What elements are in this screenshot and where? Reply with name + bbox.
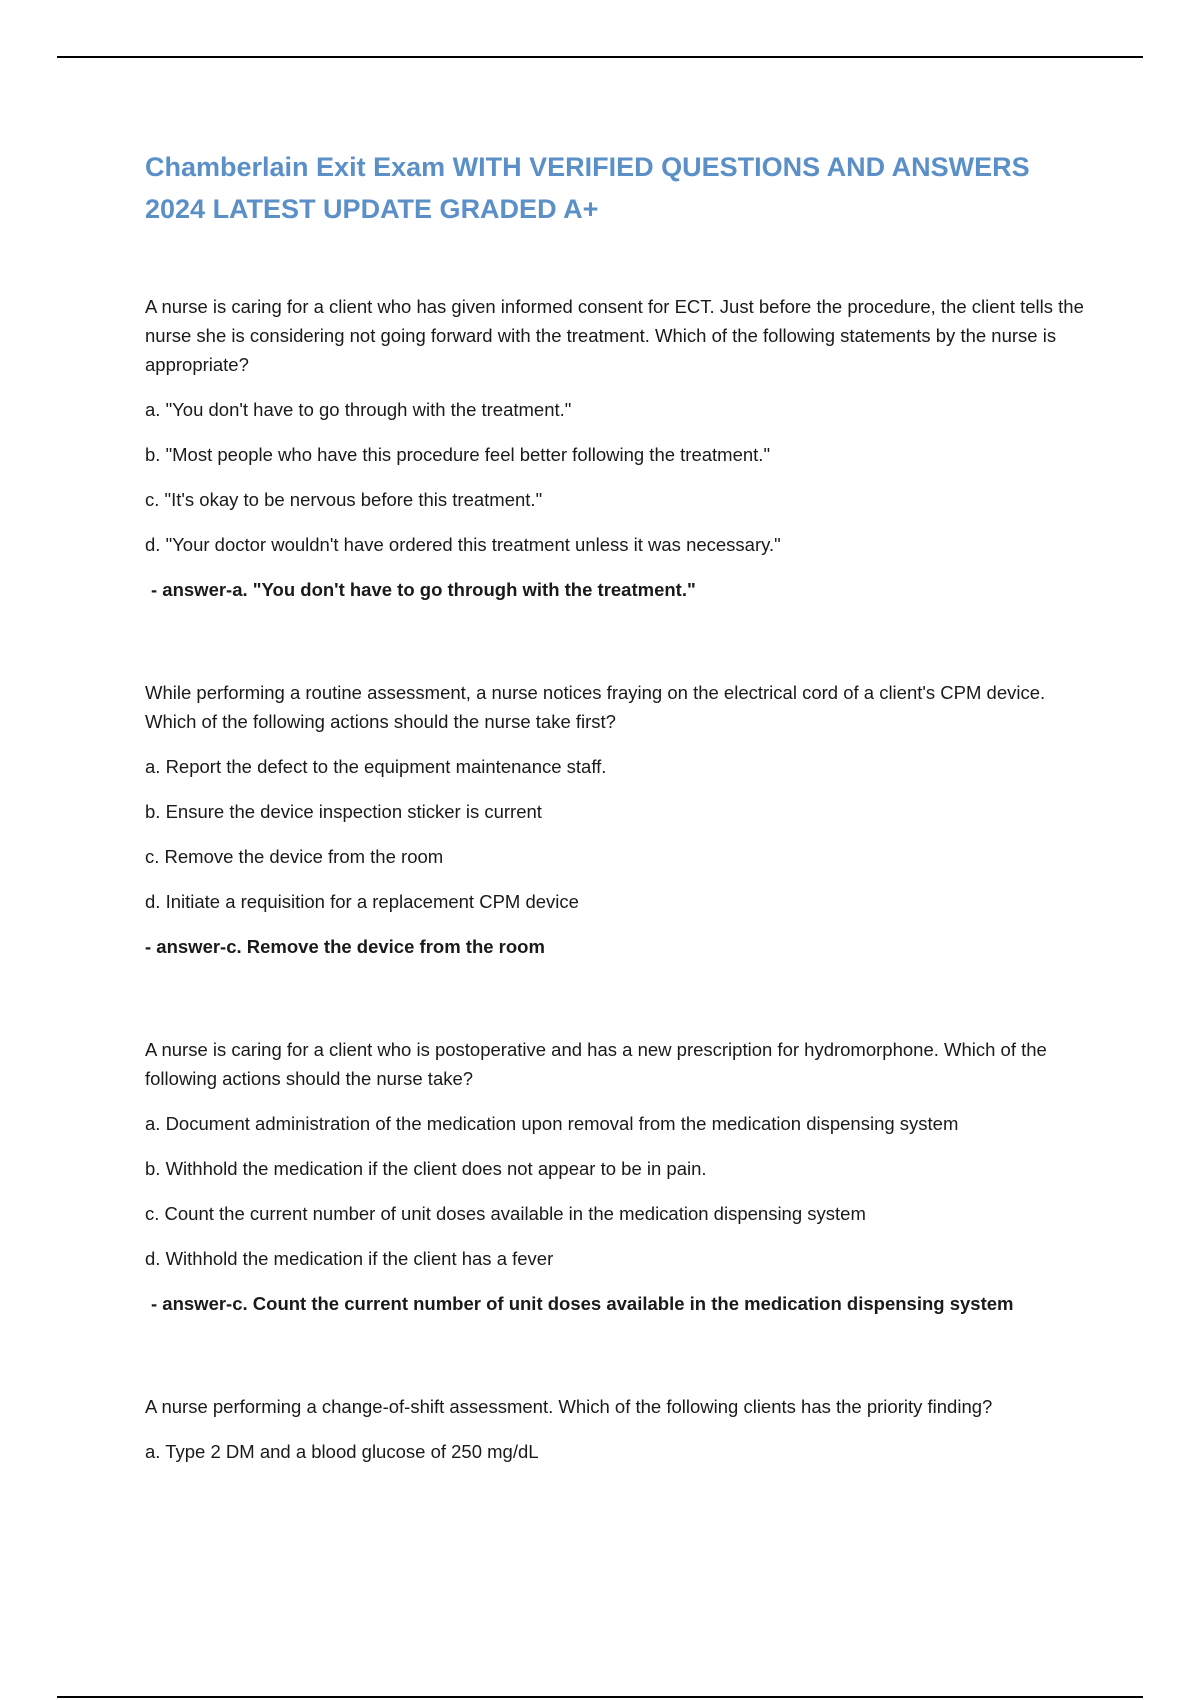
document-title: Chamberlain Exit Exam WITH VERIFIED QUESTIONS AND ANSWERS 2024 LATEST UPDATE GRADED A+: [145, 152, 1030, 224]
question-stem: A nurse is caring for a client who has given informed consent for ECT. Just before the procedure, the client tells the nurse she is considering not going forward with the treatment. Which of the following statements by the nurse is appropriate?: [145, 296, 1084, 375]
option-c: c. Count the current number of unit doses available in the medication dispensing system: [145, 1203, 866, 1224]
option-c: c. Remove the device from the room: [145, 846, 444, 867]
answer: - answer-c. Remove the device from the room: [145, 936, 545, 957]
option-d: d. "Your doctor wouldn't have ordered this treatment unless it was necessary.": [145, 534, 781, 555]
question-list: [145, 292, 1085, 1466]
option-c: c. "It's okay to be nervous before this treatment.": [145, 489, 543, 510]
option-a: a. "You don't have to go through with the treatment.": [145, 399, 572, 420]
question-stem: A nurse performing a change-of-shift assessment. Which of the following clients has the priority finding?: [145, 1396, 993, 1417]
top-rule: [57, 56, 1143, 58]
option-b: b. Withhold the medication if the client does not appear to be in pain.: [145, 1158, 707, 1179]
question-stem: A nurse is caring for a client who is postoperative and has a new prescription for hydromorphone. Which of the following actions should the nurse take?: [145, 1039, 1047, 1089]
option-a: a. Report the defect to the equipment maintenance staff.: [145, 756, 607, 777]
document-body: [145, 146, 1085, 1540]
bottom-rule: [57, 1696, 1143, 1698]
question-3: [145, 1035, 1085, 1318]
question-4: [145, 1392, 1085, 1466]
answer: - answer-c. Count the current number of unit doses available in the medication dispensing system: [151, 1293, 1014, 1314]
option-a: a. Document administration of the medication upon removal from the medication dispensing system: [145, 1113, 959, 1134]
option-d: d. Initiate a requisition for a replacement CPM device: [145, 891, 579, 912]
answer: - answer-a. "You don't have to go through with the treatment.": [151, 579, 696, 600]
question-2: [145, 678, 1085, 961]
option-d: d. Withhold the medication if the client has a fever: [145, 1248, 554, 1269]
option-b: b. "Most people who have this procedure feel better following the treatment.": [145, 444, 771, 465]
question-stem: While performing a routine assessment, a nurse notices fraying on the electrical cord of a client's CPM device. Which of the following actions should the nurse take first?: [145, 682, 1046, 732]
question-1: [145, 292, 1085, 604]
option-a: a. Type 2 DM and a blood glucose of 250 mg/dL: [145, 1441, 539, 1462]
option-b: b. Ensure the device inspection sticker is current: [145, 801, 542, 822]
